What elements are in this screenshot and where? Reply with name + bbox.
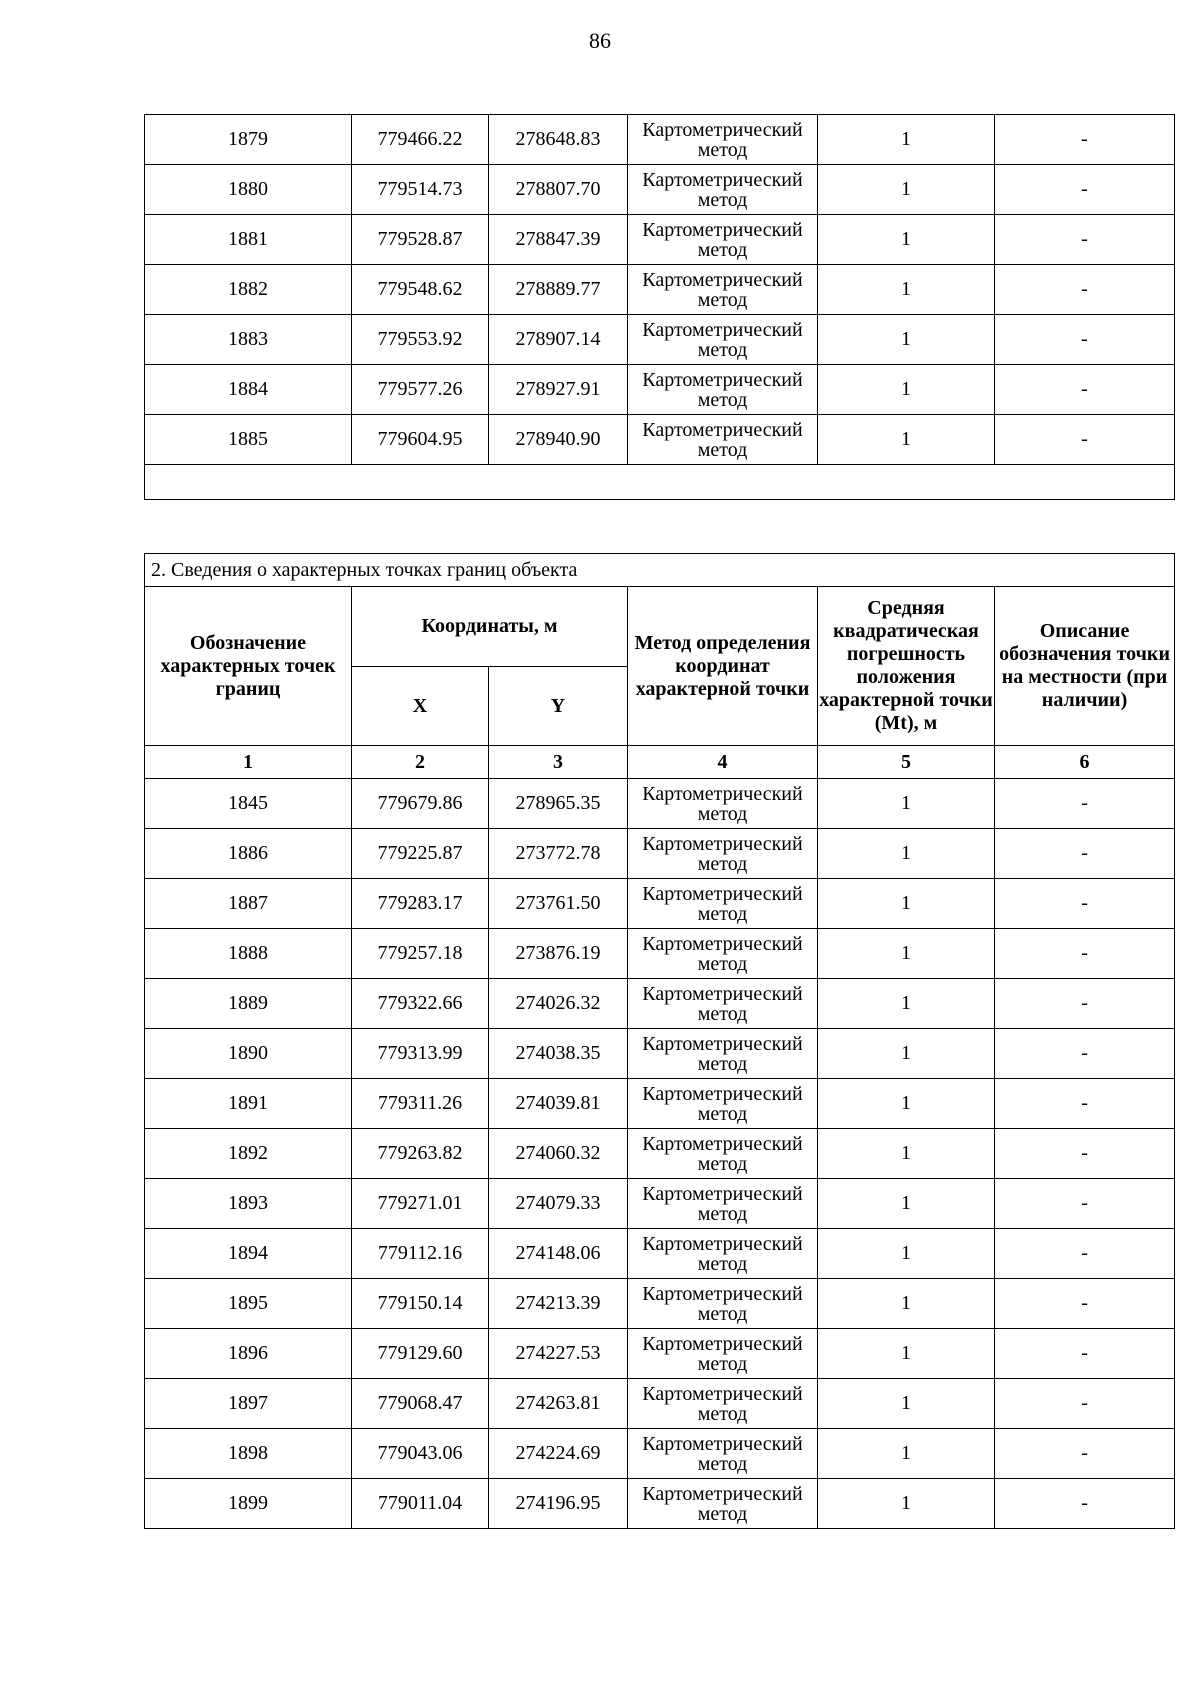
mt-cell: 1 — [818, 1479, 995, 1529]
method-cell: Картометрический метод — [628, 265, 818, 315]
x-coord-cell: 779604.95 — [352, 415, 489, 465]
point-id-cell: 1892 — [145, 1129, 352, 1179]
description-cell: - — [995, 829, 1175, 879]
description-cell: - — [995, 1179, 1175, 1229]
y-coord-cell: 273876.19 — [489, 929, 628, 979]
y-coord-cell: 274148.06 — [489, 1229, 628, 1279]
x-coord-cell: 779548.62 — [352, 265, 489, 315]
point-id-cell: 1891 — [145, 1079, 352, 1129]
point-id-cell: 1881 — [145, 215, 352, 265]
description-cell: - — [995, 779, 1175, 829]
x-coord-cell: 779283.17 — [352, 879, 489, 929]
x-coord-cell: 779257.18 — [352, 929, 489, 979]
description-cell: - — [995, 265, 1175, 315]
method-cell: Картометрический метод — [628, 1429, 818, 1479]
x-coord-cell: 779150.14 — [352, 1279, 489, 1329]
mt-cell: 1 — [818, 1079, 995, 1129]
method-cell: Картометрический метод — [628, 1129, 818, 1179]
method-cell: Картометрический метод — [628, 1079, 818, 1129]
y-coord-cell: 274039.81 — [489, 1079, 628, 1129]
table-row — [145, 1479, 1175, 1529]
y-coord-cell: 278907.14 — [489, 315, 628, 365]
method-cell: Картометрический метод — [628, 829, 818, 879]
mt-cell: 1 — [818, 929, 995, 979]
point-id-cell: 1898 — [145, 1429, 352, 1479]
y-coord-cell: 274026.32 — [489, 979, 628, 1029]
mt-cell: 1 — [818, 415, 995, 465]
column-number: 5 — [818, 746, 995, 779]
column-number: 6 — [995, 746, 1175, 779]
header-mt: Средняя квадратическая погрешность положения характерной точки (Mt), м — [818, 587, 995, 746]
description-cell: - — [995, 1329, 1175, 1379]
x-coord-cell: 779553.92 — [352, 315, 489, 365]
y-coord-cell: 278965.35 — [489, 779, 628, 829]
table-row — [145, 1279, 1175, 1329]
column-numbers-row — [145, 746, 1175, 779]
header-desc: Описание обозначения точки на местности (при наличии) — [995, 587, 1175, 746]
mt-cell: 1 — [818, 265, 995, 315]
point-id-cell: 1896 — [145, 1329, 352, 1379]
description-cell: - — [995, 315, 1175, 365]
y-coord-cell: 274060.32 — [489, 1129, 628, 1179]
mt-cell: 1 — [818, 165, 995, 215]
y-coord-cell: 274079.33 — [489, 1179, 628, 1229]
method-cell: Картометрический метод — [628, 365, 818, 415]
mt-cell: 1 — [818, 1029, 995, 1079]
description-cell: - — [995, 1129, 1175, 1179]
method-cell: Картометрический метод — [628, 215, 818, 265]
mt-cell: 1 — [818, 215, 995, 265]
description-cell: - — [995, 165, 1175, 215]
table-row — [145, 1129, 1175, 1179]
table-row — [145, 1329, 1175, 1379]
x-coord-cell: 779311.26 — [352, 1079, 489, 1129]
table-row — [145, 265, 1175, 315]
description-cell: - — [995, 215, 1175, 265]
point-id-cell: 1888 — [145, 929, 352, 979]
y-coord-cell: 278648.83 — [489, 115, 628, 165]
points-table-continued-body — [145, 115, 1175, 465]
table-caption-row — [145, 554, 1175, 587]
y-coord-cell: 274196.95 — [489, 1479, 628, 1529]
boundary-points-table — [144, 553, 1175, 1529]
description-cell: - — [995, 365, 1175, 415]
y-coord-cell: 274213.39 — [489, 1279, 628, 1329]
y-coord-cell: 278927.91 — [489, 365, 628, 415]
method-cell: Картометрический метод — [628, 1229, 818, 1279]
point-id-cell: 1845 — [145, 779, 352, 829]
method-cell: Картометрический метод — [628, 1479, 818, 1529]
boundary-points-table-body — [145, 779, 1175, 1529]
mt-cell: 1 — [818, 879, 995, 929]
description-cell: - — [995, 1479, 1175, 1529]
description-cell: - — [995, 929, 1175, 979]
table-row — [145, 1079, 1175, 1129]
method-cell: Картометрический метод — [628, 929, 818, 979]
point-id-cell: 1883 — [145, 315, 352, 365]
point-id-cell: 1889 — [145, 979, 352, 1029]
y-coord-cell: 278847.39 — [489, 215, 628, 265]
point-id-cell: 1879 — [145, 115, 352, 165]
method-cell: Картометрический метод — [628, 415, 818, 465]
mt-cell: 1 — [818, 1279, 995, 1329]
description-cell: - — [995, 415, 1175, 465]
mt-cell: 1 — [818, 1379, 995, 1429]
table-row — [145, 979, 1175, 1029]
point-id-cell: 1899 — [145, 1479, 352, 1529]
x-coord-cell: 779679.86 — [352, 779, 489, 829]
table-row — [145, 415, 1175, 465]
point-id-cell: 1886 — [145, 829, 352, 879]
method-cell: Картометрический метод — [628, 1329, 818, 1379]
empty-row — [145, 465, 1175, 500]
method-cell: Картометрический метод — [628, 315, 818, 365]
y-coord-cell: 273761.50 — [489, 879, 628, 929]
x-coord-cell: 779129.60 — [352, 1329, 489, 1379]
page-number: 86 — [589, 28, 611, 53]
header-row — [145, 587, 1175, 667]
x-coord-cell: 779011.04 — [352, 1479, 489, 1529]
table-caption: 2. Сведения о характерных точках границ объекта — [145, 554, 1175, 587]
mt-cell: 1 — [818, 115, 995, 165]
point-id-cell: 1882 — [145, 265, 352, 315]
x-coord-cell: 779043.06 — [352, 1429, 489, 1479]
header-y: Y — [489, 667, 628, 746]
y-coord-cell: 274224.69 — [489, 1429, 628, 1479]
point-id-cell: 1895 — [145, 1279, 352, 1329]
points-table-continued — [144, 114, 1175, 500]
y-coord-cell: 278807.70 — [489, 165, 628, 215]
y-coord-cell: 278940.90 — [489, 415, 628, 465]
y-coord-cell: 274263.81 — [489, 1379, 628, 1429]
column-number: 2 — [352, 746, 489, 779]
table-row — [145, 1429, 1175, 1479]
y-coord-cell: 278889.77 — [489, 265, 628, 315]
y-coord-cell: 273772.78 — [489, 829, 628, 879]
column-number: 3 — [489, 746, 628, 779]
point-id-cell: 1884 — [145, 365, 352, 415]
mt-cell: 1 — [818, 315, 995, 365]
y-coord-cell: 274227.53 — [489, 1329, 628, 1379]
x-coord-cell: 779577.26 — [352, 365, 489, 415]
x-coord-cell: 779112.16 — [352, 1229, 489, 1279]
method-cell: Картометрический метод — [628, 1379, 818, 1429]
header-coords: Координаты, м — [352, 587, 628, 667]
x-coord-cell: 779263.82 — [352, 1129, 489, 1179]
x-coord-cell: 779466.22 — [352, 115, 489, 165]
method-cell: Картометрический метод — [628, 779, 818, 829]
description-cell: - — [995, 1079, 1175, 1129]
point-id-cell: 1897 — [145, 1379, 352, 1429]
mt-cell: 1 — [818, 365, 995, 415]
header-x: X — [352, 667, 489, 746]
method-cell: Картометрический метод — [628, 165, 818, 215]
point-id-cell: 1893 — [145, 1179, 352, 1229]
mt-cell: 1 — [818, 829, 995, 879]
mt-cell: 1 — [818, 779, 995, 829]
description-cell: - — [995, 1029, 1175, 1079]
table-row — [145, 1179, 1175, 1229]
table-row — [145, 215, 1175, 265]
mt-cell: 1 — [818, 1129, 995, 1179]
description-cell: - — [995, 1429, 1175, 1479]
mt-cell: 1 — [818, 979, 995, 1029]
mt-cell: 1 — [818, 1229, 995, 1279]
table-row — [145, 115, 1175, 165]
description-cell: - — [995, 879, 1175, 929]
description-cell: - — [995, 1279, 1175, 1329]
table-row — [145, 315, 1175, 365]
column-number: 1 — [145, 746, 352, 779]
table-row — [145, 829, 1175, 879]
method-cell: Картометрический метод — [628, 1029, 818, 1079]
method-cell: Картометрический метод — [628, 1279, 818, 1329]
x-coord-cell: 779322.66 — [352, 979, 489, 1029]
x-coord-cell: 779313.99 — [352, 1029, 489, 1079]
table-row — [145, 879, 1175, 929]
point-id-cell: 1894 — [145, 1229, 352, 1279]
description-cell: - — [995, 1379, 1175, 1429]
table-row — [145, 365, 1175, 415]
point-id-cell: 1890 — [145, 1029, 352, 1079]
method-cell: Картометрический метод — [628, 979, 818, 1029]
table-row — [145, 929, 1175, 979]
header-method: Метод определения координат характерной точки — [628, 587, 818, 746]
mt-cell: 1 — [818, 1179, 995, 1229]
column-number: 4 — [628, 746, 818, 779]
description-cell: - — [995, 1229, 1175, 1279]
table-row — [145, 1029, 1175, 1079]
method-cell: Картометрический метод — [628, 879, 818, 929]
point-id-cell: 1880 — [145, 165, 352, 215]
description-cell: - — [995, 979, 1175, 1029]
table-row — [145, 165, 1175, 215]
description-cell: - — [995, 115, 1175, 165]
point-id-cell: 1887 — [145, 879, 352, 929]
x-coord-cell: 779528.87 — [352, 215, 489, 265]
y-coord-cell: 274038.35 — [489, 1029, 628, 1079]
table-row — [145, 779, 1175, 829]
header-point: Обозначение характерных точек границ — [145, 587, 352, 746]
point-id-cell: 1885 — [145, 415, 352, 465]
mt-cell: 1 — [818, 1329, 995, 1379]
empty-cell — [145, 465, 1175, 500]
x-coord-cell: 779068.47 — [352, 1379, 489, 1429]
table-row — [145, 1379, 1175, 1429]
mt-cell: 1 — [818, 1429, 995, 1479]
method-cell: Картометрический метод — [628, 115, 818, 165]
x-coord-cell: 779514.73 — [352, 165, 489, 215]
table-row — [145, 1229, 1175, 1279]
x-coord-cell: 779225.87 — [352, 829, 489, 879]
method-cell: Картометрический метод — [628, 1179, 818, 1229]
x-coord-cell: 779271.01 — [352, 1179, 489, 1229]
